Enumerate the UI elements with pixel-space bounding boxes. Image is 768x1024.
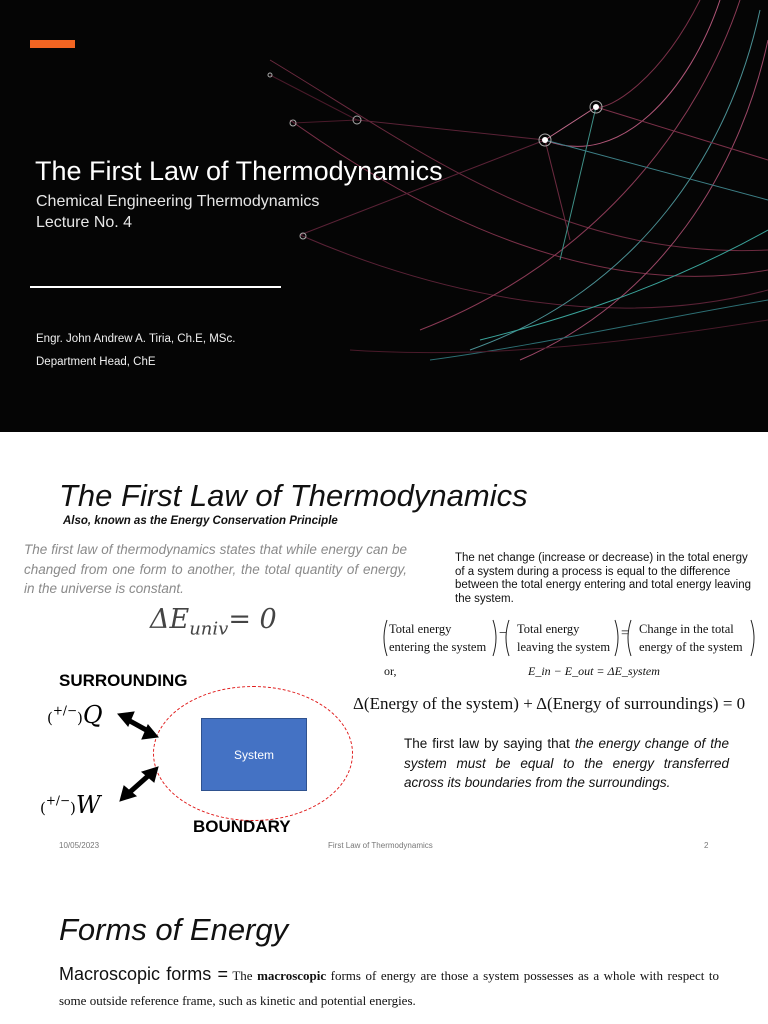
- footer-page-number: 2: [704, 841, 709, 850]
- slide-title: The First Law of Thermodynamics: [35, 156, 443, 186]
- slide-subtitle: Also, known as the Energy Conservation Principle: [63, 515, 338, 527]
- first-law-slide: [0, 446, 768, 856]
- delta-e-univ-equation: $\Delta E_{univ}= 0$: [150, 604, 277, 640]
- system-label: System: [233, 747, 274, 762]
- or-label: or,: [384, 664, 397, 678]
- energy-entering-term: Total energy entering the system: [389, 622, 487, 654]
- heat-label: (+/−)Q: [47, 701, 103, 729]
- minus-sign: −: [499, 626, 507, 641]
- author-role: Department Head, ChE: [36, 356, 156, 368]
- first-law-statement: The first law of thermodynamics states that while energy can be changed from one form to another, the total quantity of energy, in the universe is constant.: [24, 542, 407, 596]
- lecture-number: Lecture No. 4: [36, 214, 133, 231]
- boundary-label: BOUNDARY: [193, 817, 291, 836]
- accent-bar: [30, 40, 75, 48]
- surrounding-label: SURROUNDING: [59, 671, 188, 690]
- slide-gap: [0, 432, 768, 446]
- slide-subtitle: Chemical Engineering Thermodynamics: [36, 193, 320, 210]
- divider-line: [30, 286, 281, 288]
- author-name: Engr. John Andrew A. Tiria, Ch.E, MSc.: [36, 333, 236, 345]
- forms-of-energy-slide: [0, 870, 768, 1024]
- energy-change-term: Change in the total energy of the system: [639, 622, 743, 654]
- equals-sign: =: [621, 626, 629, 641]
- macroscopic-forms-text: Macroscopic forms = The macroscopic forms of energy are those a system possesses as a whole with respect to some outside reference frame, such as kinetic and potential energies.: [59, 964, 719, 1008]
- ein-eout-equation: E_in − E_out = ΔE_system: [528, 664, 660, 678]
- net-change-text: The net change (increase or decrease) in the total energy of a system during a process is equal to the difference between the total energy entering and total energy leaving the system.: [455, 552, 752, 605]
- footer-date: 10/05/2023: [59, 841, 100, 850]
- energy-leaving-term: Total energy leaving the system: [517, 622, 611, 654]
- title-slide: [0, 0, 768, 432]
- system-surroundings-equation: Δ(Energy of the system) + Δ(Energy of surroundings) = 0: [353, 694, 746, 713]
- first-law-explanation: The first law by saying that the energy change of the system must be equal to the energy transferred across its boundaries from the surroundings.: [404, 736, 729, 790]
- slide-title: The First Law of Thermodynamics: [59, 478, 528, 513]
- footer-title: First Law of Thermodynamics: [328, 841, 433, 850]
- transfer-arrows: [0, 446, 768, 856]
- work-label: (+/−)W: [40, 791, 101, 819]
- slide-title: Forms of Energy: [59, 912, 289, 947]
